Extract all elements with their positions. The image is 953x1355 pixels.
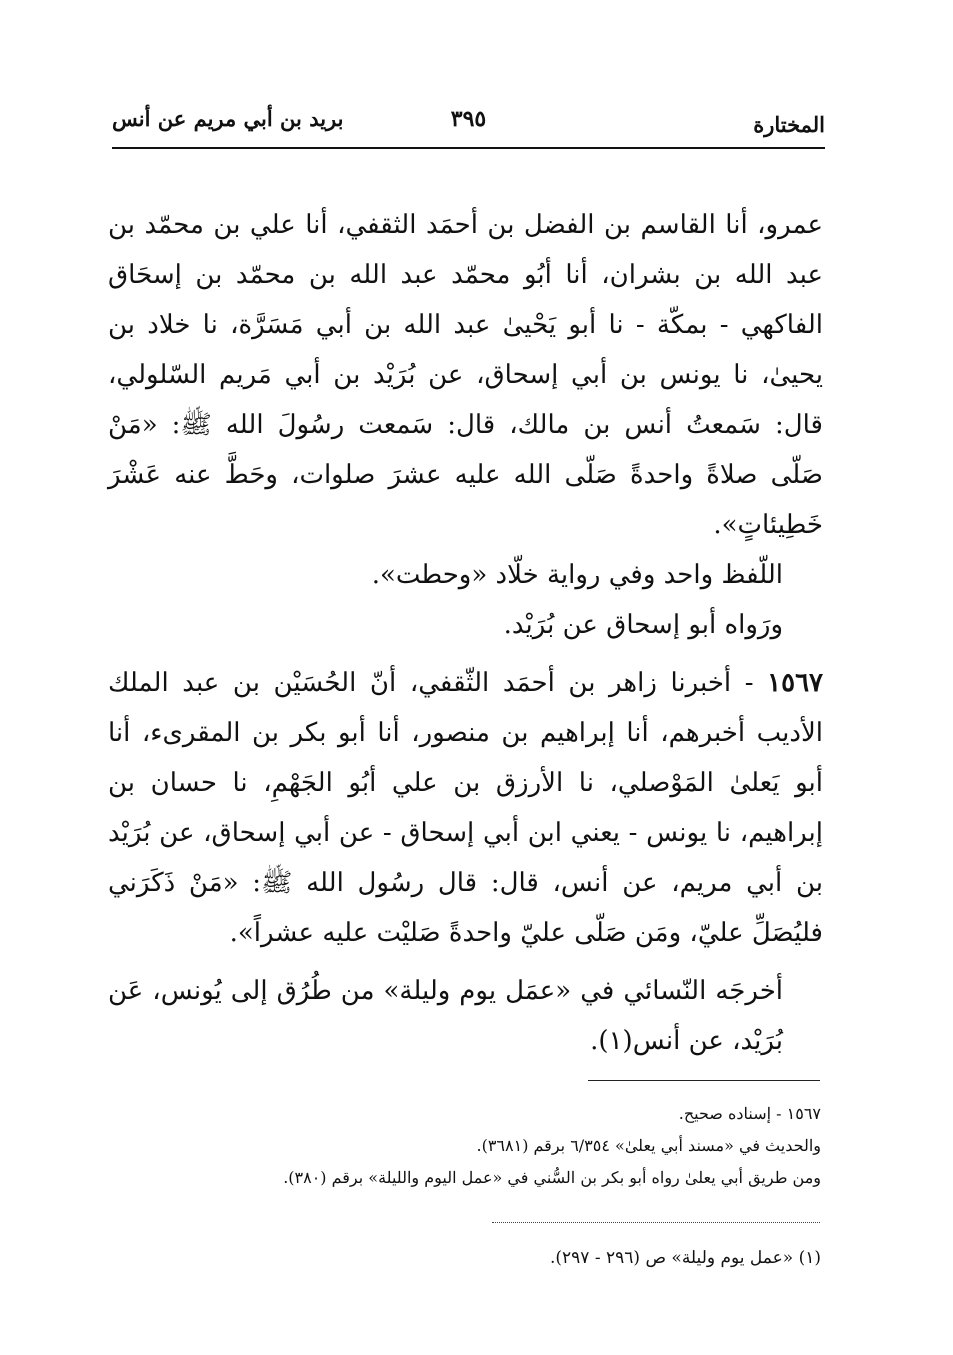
hadith-text: - أخبرنا زاهر بن أحمَد الثّقفي، أنّ الحُسَيْن بن عبد الملك الأديب أخبرهم، أنا إبراهيم بن منصور، أنا أبو بكر بن المقرىء، أنا أبو يَعلىٰ المَوْصلي، نا الأرزق بن علي أبُو الجَهْمِ، نا حسان بن إبراهيم، نا يونس - يعني ابن أبي إسحاق - عن أبي إسحاق، عن بُرَيْد بن أبي مريم، عن أنس، قال: قال رسُول الله ﷺ: «مَنْ ذَكَرَني فليُصَلِّ عليّ، ومَن صَلّى عليّ واحدةً صَليْت عليه عشراً». xyxy=(108,668,823,948)
hadith-paragraph xyxy=(108,658,823,958)
running-header xyxy=(112,100,825,144)
page-number: ٣٩٥ xyxy=(450,106,487,132)
source-note-musnad: والحديث في «مسند أبي يعلىٰ» ٦/٣٥٤ برقم (٣٦٨١). xyxy=(476,1136,821,1155)
footnote-separator xyxy=(588,1080,820,1081)
paragraph-lafz-note: اللّفظ واحد وفي رواية خلّاد «وحطت». xyxy=(371,560,783,590)
footnote-1: (١) «عمل يوم وليلة» ص (٢٩٦ - ٢٩٧). xyxy=(550,1248,821,1268)
book-title: المختارة xyxy=(753,112,825,137)
main-text xyxy=(108,200,823,1066)
hadith-number: ١٥٦٧ xyxy=(767,668,823,698)
takhrij-paragraph: أخرجَه النّسائي في «عمَل يوم وليلة» من طُرُق إلى يُونس، عَن بُرَيْد، عن أنس(١). xyxy=(108,976,783,1056)
source-notes xyxy=(108,1098,821,1194)
paragraph-isnad: عمرو، أنا القاسم بن الفضل بن أحمَد الثقفي، أنا علي بن محمّد بن عبد الله بن بشران، أنا أبُو محمّد عبد الله بن محمّد بن إسحَاق الفاكهي - بمكّة - نا أبو يَحْيىٰ عبد الله بن أبي مَسَرَّة، نا خلاد بن يحيىٰ، نا يونس بن أبي إسحاق، عن بُرَيْد بن أبي مَريم السّلولي، قال: سَمعتُ أنس بن مالك، قال: سَمعت رسُولَ الله ﷺ: «مَنْ صَلّى صلاةً واحدةً صَلّى الله عليه عشرَ صلوات، وحَطَّ عنه عَشْرَ خَطِيئاتٍ». xyxy=(108,210,823,540)
footnote-dotted-separator xyxy=(492,1222,820,1223)
chapter-title: بريد بن أبي مريم عن أنس xyxy=(112,106,344,131)
source-note-ibn-sunni: ومن طريق أبي يعلىٰ رواه أبو بكر بن السُّني في «عمل اليوم والليلة» برقم (٣٨٠). xyxy=(283,1168,821,1187)
source-note-grading: ١٥٦٧ - إسناده صحيح. xyxy=(678,1104,821,1123)
footnote xyxy=(108,1242,821,1274)
paragraph-riwaya-note: ورَواه أبو إسحاق عن بُرَيْد. xyxy=(503,610,783,640)
header-rule xyxy=(112,147,825,149)
